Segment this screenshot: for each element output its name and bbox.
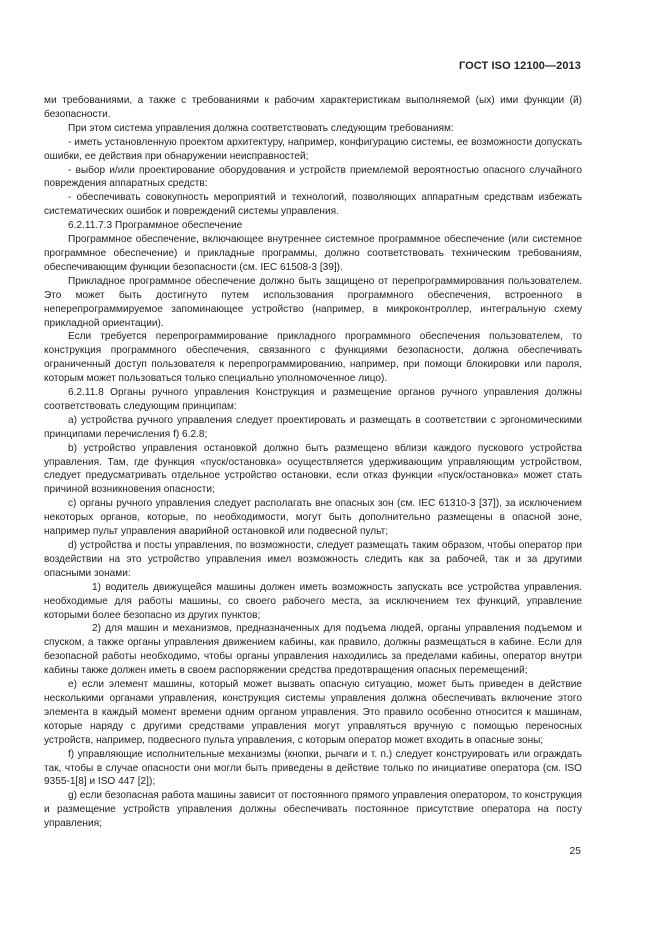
section-heading: 6.2.11.8 Органы ручного управления Конструкция и размещение органов ручного управления должны соответствовать следующим принципам: [44,387,582,412]
list-item: b) устройство управления остановкой должно быть размещено вблизи каждого пускового устройства управления. Там, где функция «пуск/остановка» осуществляется удерживающим управляющим устройством, следует предусматривать отдельное устройство остановки, если отказ функции «пуск/остановка» может стать причиной возникновения опасности; [44,442,582,496]
list-item: е) если элемент машины, который может вызвать опасную ситуацию, может быть приведен в действие несколькими органами управления, конструкция системы управления должна обеспечивать включение этого элемента в каждый момент времени одним органом управления. Это правило особенно относится к машинам, которые наряду с другими средствами управления могут управляться вручную с помощью переносных устройств, например, подвесного пульта управления, с которым оператор может входить в опасные зоны; [44,679,582,746]
list-item: а) устройства ручного управления следует проектировать и размещать в соответствии с эргономическими принципами перечисления f) 6.2.8; [44,414,582,440]
page-number: 25 [569,845,581,857]
sub-list-item: 1) водитель движущейся машины должен иметь возможность запускать все устройства управления. необходимые для работы машины, со своего рабочего места, за исключением тех функций, управление которыми более безопасно из других пунктов; [44,581,582,621]
list-item: - обеспечивать совокупность мероприятий и технологий, позволяющих аппаратным средствам избежать систематических ошибок и повреждений системы управления. [44,192,582,218]
list-item: f) управляющие исполнительные механизмы (кнопки, рычаги и т. п.) следует конструировать или ограждать так, чтобы в случае опасности они могли быть приведены в действие только по инициативе оператора (см. ISO 9355-1[8] и ISO 447 [2]); [44,748,582,788]
document-code: ГОСТ ISO 12100—2013 [458,60,581,72]
paragraph: Прикладное программное обеспечение должно быть защищено от перепрограммирования пользователем. Это может быть достигнуто путем использования программного обеспечения, встроенного в неперепрограммируемое запоминающее устройство (например, в микроконтроллер, интегральную схему прикладной ориентации). [44,275,582,329]
body-text [44,94,582,831]
paragraph: Программное обеспечение, включающее внутреннее системное программное обеспечение (или системное программное обеспечение) и прикладные программы, должно соответствовать техническим требованиям, обеспечивающим функции безопасности (см. IEC 61508-3 [39]). [44,234,582,273]
paragraph: При этом система управления должна соответствовать следующим требованиям: [68,122,454,134]
list-item: с) органы ручного управления следует располагать вне опасных зон (см. IEC 61310-3 [37]), за исключением некоторых органов, которые, по необходимости, могут быть дополнительно размещены в опасной зоне, например пульт управления аварийной остановкой или подвесной пульт; [44,498,582,538]
section-heading: 6.2.11.7.3 Программное обеспечение [68,220,243,232]
list-item: d) устройства и посты управления, по возможности, следует размещать таким образом, чтобы оператор при воздействии на это устройство управления имел возможность следить как за рабочей, так и за другими опасными зонами: [44,540,582,579]
paragraph: Если требуется перепрограммирование прикладного программного обеспечения пользователем, то конструкция программного обеспечения, связанного с функциями безопасности, должна обеспечивать ограниченный доступ пользователя к перепрограммированию, например, при помощи блокировки или пароля, которым может пользоваться только специально уполномоченное лицо). [44,331,582,385]
list-item: - иметь установленную проектом архитектуру, например, конфигурацию системы, ее возможности допускать ошибки, ее действия при обнаружении неисправностей; [44,136,582,162]
paragraph: ми требованиями, а также с требованиями к рабочим характеристикам выполняемой (ых) ими функции (й) безопасности. [44,95,582,120]
sub-list-item: 2) для машин и механизмов, предназначенных для подъема людей, органы управления подъемом и спуском, а также органы управления движением кабины, как правило, должны размещаться в кабине. Если для безопасной работы необходимо, чтобы органы управления находились за пределами кабины, оператор внутри кабины также должен иметь в своем распоряжении средства предотвращения опасных перемещений; [44,623,582,677]
list-item: g) если безопасная работа машины зависит от постоянного прямого управления оператором, то конструкция и размещение устройств управления должны обеспечивать постоянное присутствие оператора на посту управления; [44,790,582,830]
list-item: - выбор и/или проектирование оборудования и устройств приемлемой вероятностью опасного случайного повреждения аппаратных средств: [44,164,582,190]
